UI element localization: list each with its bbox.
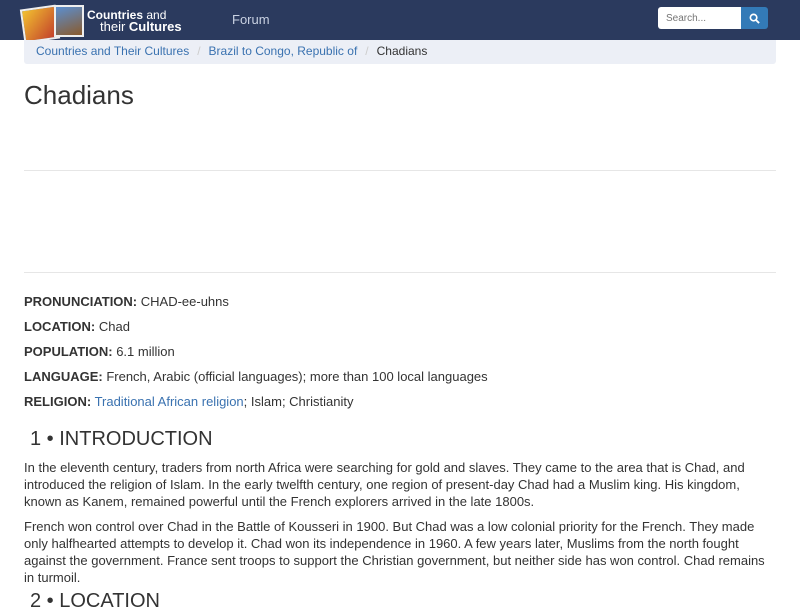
fact-language xyxy=(24,364,488,389)
brand-word: Cultures xyxy=(128,19,182,34)
brand-word: Countries xyxy=(87,8,144,22)
magnifier-icon xyxy=(749,13,760,24)
breadcrumb-link[interactable]: Countries and Their Cultures xyxy=(36,44,190,58)
facts-list xyxy=(24,289,488,414)
fact-value: Chad xyxy=(95,319,130,334)
fact-value: 6.1 million xyxy=(112,344,175,359)
section-heading: 2 • LOCATION xyxy=(30,590,160,612)
search-input[interactable] xyxy=(658,7,741,29)
breadcrumb-current: Chadians xyxy=(376,44,428,58)
paragraph: French won control over Chad in the Battle of Kousseri in 1900. But Chad was a low colonial priority for the French. They made only halfhearted attempts to develop it. Chad won its independence in 1960. A few years later, Muslims from the north fought against the government. France sent troops to support the Christian government, but neither side has won control. Chad remains in turmoil. xyxy=(24,519,765,585)
fact-value: ; Islam; Christianity xyxy=(243,394,354,409)
nav-forum-link[interactable]: Forum xyxy=(232,12,270,27)
fact-label: LOCATION: xyxy=(24,319,96,334)
breadcrumb xyxy=(24,40,776,64)
fact-value: CHAD-ee-uhns xyxy=(137,294,229,309)
section-heading: 1 • INTRODUCTION xyxy=(30,428,213,450)
site-logo[interactable] xyxy=(22,5,92,43)
fact-value: French, Arabic (official languages); more than 100 local languages xyxy=(102,369,488,384)
brand-word: and xyxy=(143,8,167,22)
religion-link[interactable]: Traditional African religion xyxy=(94,394,244,409)
fact-label: PRONUNCIATION: xyxy=(24,294,138,309)
fact-location xyxy=(24,314,488,339)
breadcrumb-separator: / xyxy=(197,44,201,58)
page-title: Chadians xyxy=(24,80,134,110)
search-button[interactable] xyxy=(741,7,768,29)
brand-name[interactable] xyxy=(87,9,182,33)
fact-label: RELIGION: xyxy=(24,394,92,409)
paragraph: In the eleventh century, traders from north Africa were searching for gold and slaves. They came to the area that is Chad, and introduced the religion of Islam. In the early twelfth century, one region of present-day Chad had a Muslim king. His kingdom, known as Kanem, remained powerful until the French explorers arrived in the late 1800s. xyxy=(24,460,745,509)
fact-label: POPULATION: xyxy=(24,344,113,359)
navbar xyxy=(0,0,800,40)
fact-population xyxy=(24,339,488,364)
divider xyxy=(24,170,776,171)
fact-religion xyxy=(24,389,488,414)
fact-pronunciation xyxy=(24,289,488,314)
breadcrumb-link[interactable]: Brazil to Congo, Republic of xyxy=(208,44,358,58)
divider xyxy=(24,272,776,273)
brand-word: their xyxy=(100,19,129,34)
fact-label: LANGUAGE: xyxy=(24,369,103,384)
breadcrumb-separator: / xyxy=(365,44,369,58)
